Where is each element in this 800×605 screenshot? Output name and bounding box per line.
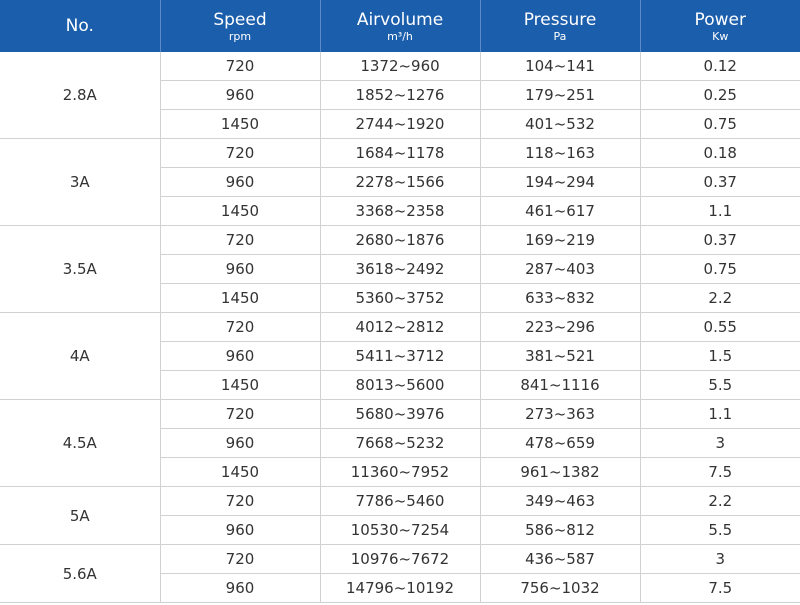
airvolume-cell: 10976~7672 (320, 545, 480, 574)
power-cell: 3 (640, 429, 800, 458)
speed-cell: 960 (160, 255, 320, 284)
pressure-cell: 756~1032 (480, 574, 640, 603)
speed-cell: 1450 (160, 458, 320, 487)
speed-cell: 960 (160, 574, 320, 603)
speed-cell: 1450 (160, 371, 320, 400)
table-row (0, 226, 800, 255)
pressure-cell: 169~219 (480, 226, 640, 255)
table-row (0, 487, 800, 516)
airvolume-cell: 5680~3976 (320, 400, 480, 429)
power-cell: 7.5 (640, 458, 800, 487)
speed-cell: 1450 (160, 110, 320, 139)
pressure-cell: 223~296 (480, 313, 640, 342)
power-cell: 0.75 (640, 255, 800, 284)
speed-cell: 720 (160, 545, 320, 574)
pressure-cell: 436~587 (480, 545, 640, 574)
header-speed-unit: rpm (228, 29, 252, 43)
model-cell: 3.5A (0, 226, 160, 313)
airvolume-cell: 10530~7254 (320, 516, 480, 545)
pressure-cell: 273~363 (480, 400, 640, 429)
power-cell: 3 (640, 545, 800, 574)
speed-cell: 1450 (160, 284, 320, 313)
header-speed (160, 0, 320, 52)
header-pressure (480, 0, 640, 52)
airvolume-cell: 5360~3752 (320, 284, 480, 313)
speed-cell: 960 (160, 81, 320, 110)
pressure-cell: 478~659 (480, 429, 640, 458)
speed-cell: 720 (160, 139, 320, 168)
power-cell: 1.1 (640, 400, 800, 429)
airvolume-cell: 7668~5232 (320, 429, 480, 458)
pressure-cell: 461~617 (480, 197, 640, 226)
speed-cell: 720 (160, 487, 320, 516)
airvolume-cell: 2680~1876 (320, 226, 480, 255)
pressure-cell: 118~163 (480, 139, 640, 168)
pressure-cell: 104~141 (480, 52, 640, 81)
pressure-cell: 194~294 (480, 168, 640, 197)
table-body (0, 52, 800, 603)
header-no-label: No. (65, 16, 94, 36)
airvolume-cell: 2744~1920 (320, 110, 480, 139)
header-power (640, 0, 800, 52)
model-cell: 5A (0, 487, 160, 545)
table-row (0, 52, 800, 81)
table-row (0, 545, 800, 574)
airvolume-cell: 4012~2812 (320, 313, 480, 342)
power-cell: 1.5 (640, 342, 800, 371)
power-cell: 0.55 (640, 313, 800, 342)
airvolume-cell: 3368~2358 (320, 197, 480, 226)
header-airvolume-unit: m³/h (387, 29, 413, 43)
pressure-cell: 381~521 (480, 342, 640, 371)
power-cell: 5.5 (640, 516, 800, 545)
power-cell: 0.18 (640, 139, 800, 168)
speed-cell: 960 (160, 342, 320, 371)
table-header (0, 0, 800, 52)
speed-cell: 960 (160, 516, 320, 545)
airvolume-cell: 2278~1566 (320, 168, 480, 197)
speed-cell: 720 (160, 226, 320, 255)
airvolume-cell: 14796~10192 (320, 574, 480, 603)
model-cell: 3A (0, 139, 160, 226)
header-power-label: Power (694, 9, 746, 30)
header-airvolume (320, 0, 480, 52)
model-cell: 2.8A (0, 52, 160, 139)
airvolume-cell: 1684~1178 (320, 139, 480, 168)
table-row (0, 400, 800, 429)
power-cell: 5.5 (640, 371, 800, 400)
pressure-cell: 179~251 (480, 81, 640, 110)
header-pressure-label: Pressure (523, 9, 597, 30)
airvolume-cell: 11360~7952 (320, 458, 480, 487)
header-pressure-unit: Pa (553, 29, 567, 43)
header-no (0, 0, 160, 52)
speed-cell: 720 (160, 400, 320, 429)
power-cell: 0.75 (640, 110, 800, 139)
model-cell: 4.5A (0, 400, 160, 487)
airvolume-cell: 7786~5460 (320, 487, 480, 516)
speed-cell: 720 (160, 313, 320, 342)
header-speed-label: Speed (213, 9, 267, 30)
airvolume-cell: 1372~960 (320, 52, 480, 81)
speed-cell: 960 (160, 429, 320, 458)
pressure-cell: 401~532 (480, 110, 640, 139)
model-cell: 4A (0, 313, 160, 400)
pressure-cell: 586~812 (480, 516, 640, 545)
model-cell: 5.6A (0, 545, 160, 603)
power-cell: 0.25 (640, 81, 800, 110)
table-row (0, 313, 800, 342)
header-row (0, 0, 800, 52)
pressure-cell: 841~1116 (480, 371, 640, 400)
airvolume-cell: 5411~3712 (320, 342, 480, 371)
power-cell: 0.37 (640, 168, 800, 197)
pressure-cell: 961~1382 (480, 458, 640, 487)
header-airvolume-label: Airvolume (356, 9, 444, 30)
speed-cell: 960 (160, 168, 320, 197)
power-cell: 0.37 (640, 226, 800, 255)
airvolume-cell: 1852~1276 (320, 81, 480, 110)
power-cell: 7.5 (640, 574, 800, 603)
power-cell: 1.1 (640, 197, 800, 226)
power-cell: 0.12 (640, 52, 800, 81)
speed-cell: 1450 (160, 197, 320, 226)
pressure-cell: 287~403 (480, 255, 640, 284)
table-row (0, 139, 800, 168)
pressure-cell: 633~832 (480, 284, 640, 313)
airvolume-cell: 3618~2492 (320, 255, 480, 284)
speed-cell: 720 (160, 52, 320, 81)
power-cell: 2.2 (640, 284, 800, 313)
pressure-cell: 349~463 (480, 487, 640, 516)
header-power-unit: Kw (712, 29, 729, 43)
power-cell: 2.2 (640, 487, 800, 516)
airvolume-cell: 8013~5600 (320, 371, 480, 400)
